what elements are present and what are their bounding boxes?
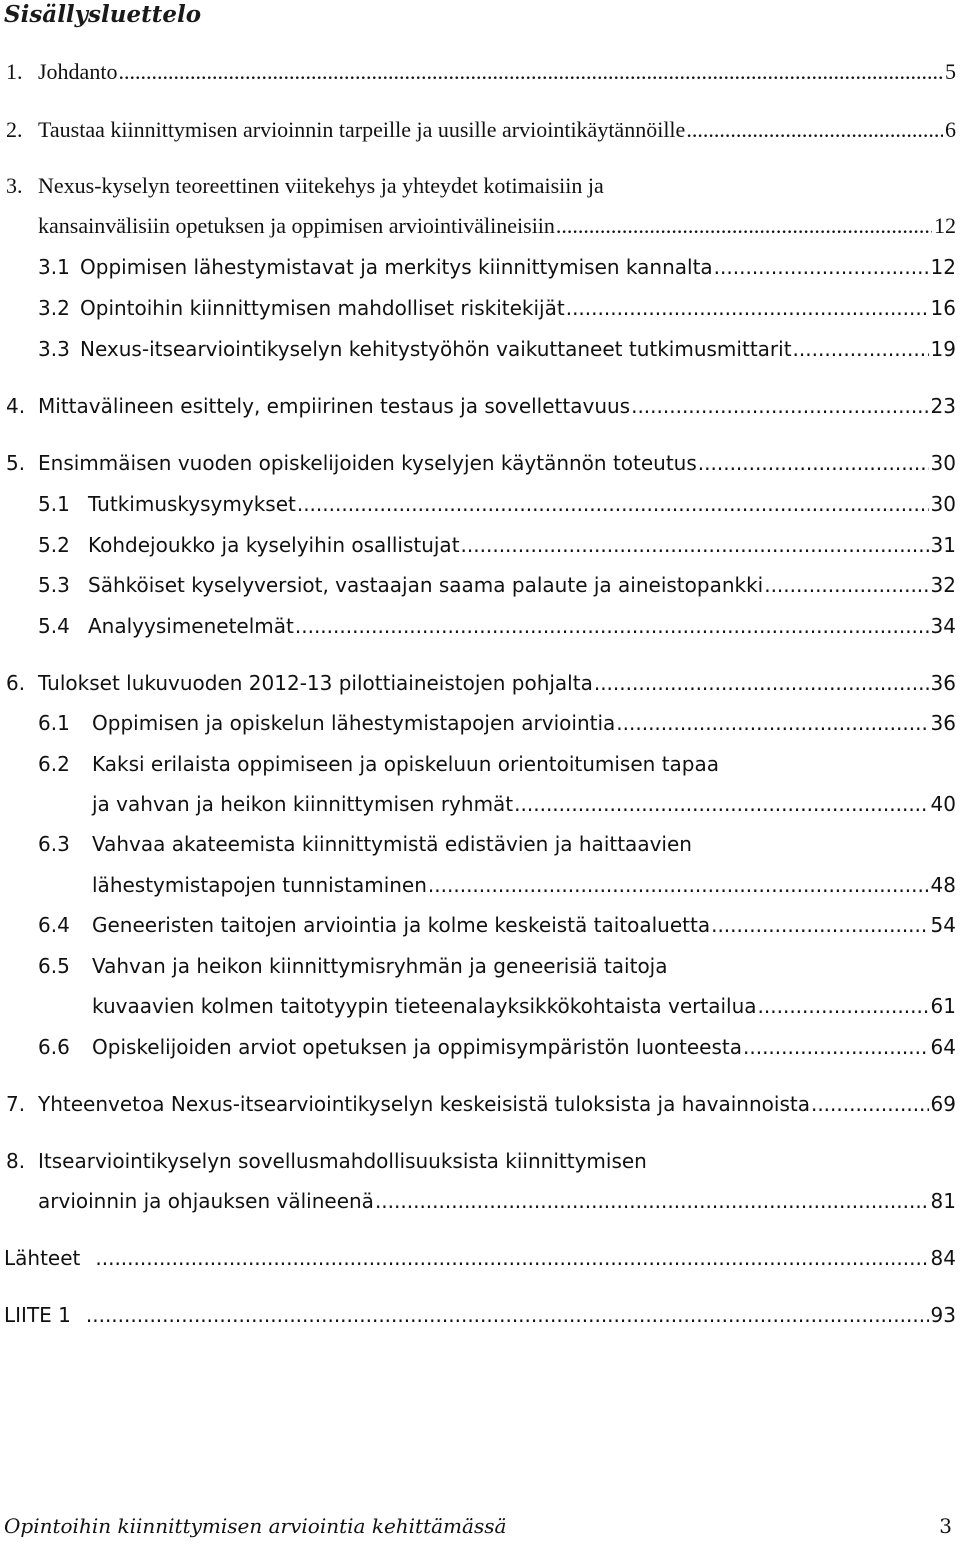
toc-entry-body [92, 991, 956, 1021]
toc-entry-number: 7. [6, 1092, 26, 1116]
toc-entry-label-line1: Itsearviointikyselyn sovellusmahdollisuuksista kiinnittymisen [38, 1149, 647, 1173]
toc-entry-number: 6.1 [38, 711, 70, 735]
toc-entry-number: 3.2 [38, 296, 70, 320]
dot-leader [811, 1089, 929, 1119]
toc-entry-label: arvioinnin ja ohjauksen välineenä [38, 1189, 374, 1213]
toc-entry-body [38, 1089, 956, 1119]
toc-entry-6-5-cont[interactable] [0, 991, 960, 1021]
toc-entry-body [92, 1032, 956, 1062]
toc-entry-page: 5 [945, 59, 956, 84]
toc-entry-body [4, 1300, 956, 1330]
toc-entry-number: 5.1 [38, 492, 70, 516]
toc-entry-page: 6 [945, 117, 956, 142]
toc-entry-page: 54 [930, 913, 956, 937]
toc-entry-number: 3.3 [38, 337, 70, 361]
toc-entry-page: 34 [930, 614, 956, 638]
toc-entry-body [80, 334, 956, 364]
toc-entry-6-5[interactable] [0, 951, 960, 981]
toc-entry-number: 2. [6, 117, 23, 142]
toc-entry-2[interactable] [0, 115, 960, 145]
toc-entry-page: 36 [930, 671, 956, 695]
toc-entry-body [88, 489, 956, 519]
toc-entry-number: 5.2 [38, 533, 70, 557]
footer-title: Opintoihin kiinnittymisen arviointia kehittämässä [4, 1514, 507, 1538]
toc-entry-body [38, 115, 956, 145]
toc-entry-number: 1. [6, 59, 23, 84]
toc-entry-page: 12 [934, 213, 956, 238]
toc-heading: Sisällysluettelo [4, 1, 202, 28]
toc-entry-6-1[interactable] [0, 708, 960, 738]
toc-entry-page: 23 [930, 394, 956, 418]
toc-entry-label-line1: Vahvan ja heikon kiinnittymisryhmän ja geneerisiä taitoja [92, 954, 668, 978]
toc-entry-body [38, 448, 956, 478]
dot-leader [758, 991, 929, 1021]
toc-entry-page: 64 [930, 1035, 956, 1059]
toc-entry-6-3[interactable] [0, 829, 960, 859]
dot-leader [566, 293, 929, 323]
toc-entry-5[interactable] [0, 448, 960, 478]
dot-leader [118, 57, 943, 87]
dot-leader [428, 870, 929, 900]
toc-entry-body [38, 668, 956, 698]
toc-entry-6-4[interactable] [0, 910, 960, 940]
toc-entry-body [38, 211, 956, 241]
toc-entry-page: 16 [930, 296, 956, 320]
toc-entry-label: Taustaa kiinnittymisen arvioinnin tarpeille ja uusille arviointikäytännöille [38, 117, 686, 142]
toc-entry-page: 61 [930, 994, 956, 1018]
toc-entry-8-cont[interactable] [0, 1186, 960, 1216]
dot-leader [375, 1186, 929, 1216]
toc-entry-3-cont[interactable] [0, 211, 960, 241]
toc-entry-8[interactable] [0, 1146, 960, 1176]
toc-entry-body [88, 570, 956, 600]
toc-entry-page: 69 [930, 1092, 956, 1116]
toc-entry-page: 30 [930, 451, 956, 475]
toc-entry-page: 93 [930, 1303, 956, 1327]
dot-leader [616, 708, 928, 738]
toc-entry-number: 6. [6, 671, 26, 695]
toc-entry-number: 5. [6, 451, 26, 475]
toc-entry-number: 6.6 [38, 1035, 70, 1059]
toc-entry-number: 6.3 [38, 832, 70, 856]
toc-entry-page: 36 [930, 711, 956, 735]
toc-entry-page: 84 [930, 1246, 956, 1270]
dot-leader [686, 115, 943, 145]
dot-leader [793, 334, 929, 364]
toc-entry-label: Opintoihin kiinnittymisen mahdolliset riskitekijät [80, 296, 565, 320]
toc-entry-label: Kohdejoukko ja kyselyihin osallistujat [88, 533, 460, 557]
toc-entry-label: kansainvälisiin opetuksen ja oppimisen arviointivälineisiin [38, 213, 555, 238]
toc-entry-body [88, 611, 956, 641]
toc-entry-body [38, 57, 956, 87]
toc-entry-number: 5.3 [38, 573, 70, 597]
toc-entry-5-1[interactable] [0, 489, 960, 519]
toc-entry-lahteet[interactable] [0, 1243, 960, 1273]
toc-entry-3[interactable] [0, 171, 960, 201]
toc-entry-number: 3. [6, 173, 23, 198]
toc-entry-page: 81 [930, 1189, 956, 1213]
toc-entry-page: 19 [930, 337, 956, 361]
toc-entry-label: LIITE 1 [4, 1303, 71, 1327]
toc-entry-page: 32 [930, 573, 956, 597]
dot-leader [764, 570, 928, 600]
toc-entry-label: Yhteenvetoa Nexus-itsearviointikyselyn keskeisistä tuloksista ja havainnoista [38, 1092, 810, 1116]
toc-entry-6-2[interactable] [0, 749, 960, 779]
toc-entry-number: 6.2 [38, 752, 70, 776]
toc-entry-body [92, 910, 956, 940]
toc-entry-label: Johdanto [38, 59, 118, 84]
toc-entry-number: 6.4 [38, 913, 70, 937]
toc-entry-body [38, 1186, 956, 1216]
toc-entry-3-1[interactable] [0, 252, 960, 282]
toc-entry-body [92, 870, 956, 900]
toc-entry-5-4[interactable] [0, 611, 960, 641]
toc-entry-body [38, 391, 956, 421]
dot-leader [86, 1300, 929, 1330]
toc-entry-1[interactable] [0, 57, 960, 87]
dot-leader [711, 910, 928, 940]
dot-leader [594, 668, 929, 698]
toc-entry-body [88, 530, 956, 560]
toc-entry-label: ja vahvan ja heikon kiinnittymisen ryhmät [92, 792, 514, 816]
toc-entry-number: 8. [6, 1149, 26, 1173]
dot-leader [698, 448, 929, 478]
toc-entry-label: Lähteet [4, 1246, 81, 1270]
toc-entry-6-3-cont[interactable] [0, 870, 960, 900]
dot-leader [556, 211, 932, 241]
toc-entry-label: Tulokset lukuvuoden 2012-13 pilottiaineistojen pohjalta [38, 671, 593, 695]
dot-leader [631, 391, 928, 421]
toc-entry-5-3[interactable] [0, 570, 960, 600]
dot-leader [514, 789, 928, 819]
toc-entry-label: Oppimisen ja opiskelun lähestymistapojen arviointia [92, 711, 616, 735]
toc-entry-6[interactable] [0, 668, 960, 698]
toc-entry-6-6[interactable] [0, 1032, 960, 1062]
toc-entry-5-2[interactable] [0, 530, 960, 560]
toc-entry-label: Oppimisen lähestymistavat ja merkitys kiinnittymisen kannalta [80, 255, 713, 279]
toc-entry-number: 6.5 [38, 954, 70, 978]
toc-entry-number: 3.1 [38, 255, 70, 279]
dot-leader [295, 611, 929, 641]
toc-entry-page: 40 [930, 792, 956, 816]
dot-leader [95, 1243, 928, 1273]
toc-entry-6-2-cont[interactable] [0, 789, 960, 819]
toc-entry-page: 31 [930, 533, 956, 557]
toc-entry-body [92, 789, 956, 819]
toc-entry-body [92, 708, 956, 738]
toc-entry-label: Tutkimuskysymykset [88, 492, 296, 516]
toc-entry-label-line1: Nexus-kyselyn teoreettinen viitekehys ja yhteydet kotimaisiin ja [38, 173, 604, 198]
toc-entry-body [80, 293, 956, 323]
toc-entry-3-2[interactable] [0, 293, 960, 323]
toc-entry-liite[interactable] [0, 1300, 960, 1330]
toc-entry-label: lähestymistapojen tunnistaminen [92, 873, 427, 897]
dot-leader [743, 1032, 929, 1062]
toc-entry-label: kuvaavien kolmen taitotyypin tieteenalayksikkökohtaista vertailua [92, 994, 757, 1018]
toc-entry-number: 4. [6, 394, 26, 418]
dot-leader [461, 530, 929, 560]
toc-entry-label: Ensimmäisen vuoden opiskelijoiden kyselyjen käytännön toteutus [38, 451, 697, 475]
toc-entry-4[interactable] [0, 391, 960, 421]
toc-entry-3-3[interactable] [0, 334, 960, 364]
toc-entry-label: Mittavälineen esittely, empiirinen testaus ja sovellettavuus [38, 394, 631, 418]
toc-entry-label: Sähköiset kyselyversiot, vastaajan saama palaute ja aineistopankki [88, 573, 764, 597]
toc-entry-label: Geneeristen taitojen arviointia ja kolme keskeistä taitoaluetta [92, 913, 711, 937]
dot-leader [297, 489, 929, 519]
toc-entry-page: 12 [930, 255, 956, 279]
toc-entry-page: 48 [930, 873, 956, 897]
toc-entry-number: 5.4 [38, 614, 70, 638]
toc-entry-body [4, 1243, 956, 1273]
toc-entry-label: Analyysimenetelmät [88, 614, 294, 638]
toc-entry-label-line1: Vahvaa akateemista kiinnittymistä edistävien ja haittaavien [92, 832, 692, 856]
footer-page-number: 3 [939, 1514, 952, 1538]
toc-entry-label-line1: Kaksi erilaista oppimiseen ja opiskeluun orientoitumisen tapaa [92, 752, 719, 776]
toc-entry-7[interactable] [0, 1089, 960, 1119]
dot-leader [714, 252, 929, 282]
toc-entry-page: 30 [930, 492, 956, 516]
toc-entry-body [80, 252, 956, 282]
toc-entry-label: Nexus-itsearviointikyselyn kehitystyöhön vaikuttaneet tutkimusmittarit [80, 337, 792, 361]
toc-entry-label: Opiskelijoiden arviot opetuksen ja oppimisympäristön luonteesta [92, 1035, 742, 1059]
